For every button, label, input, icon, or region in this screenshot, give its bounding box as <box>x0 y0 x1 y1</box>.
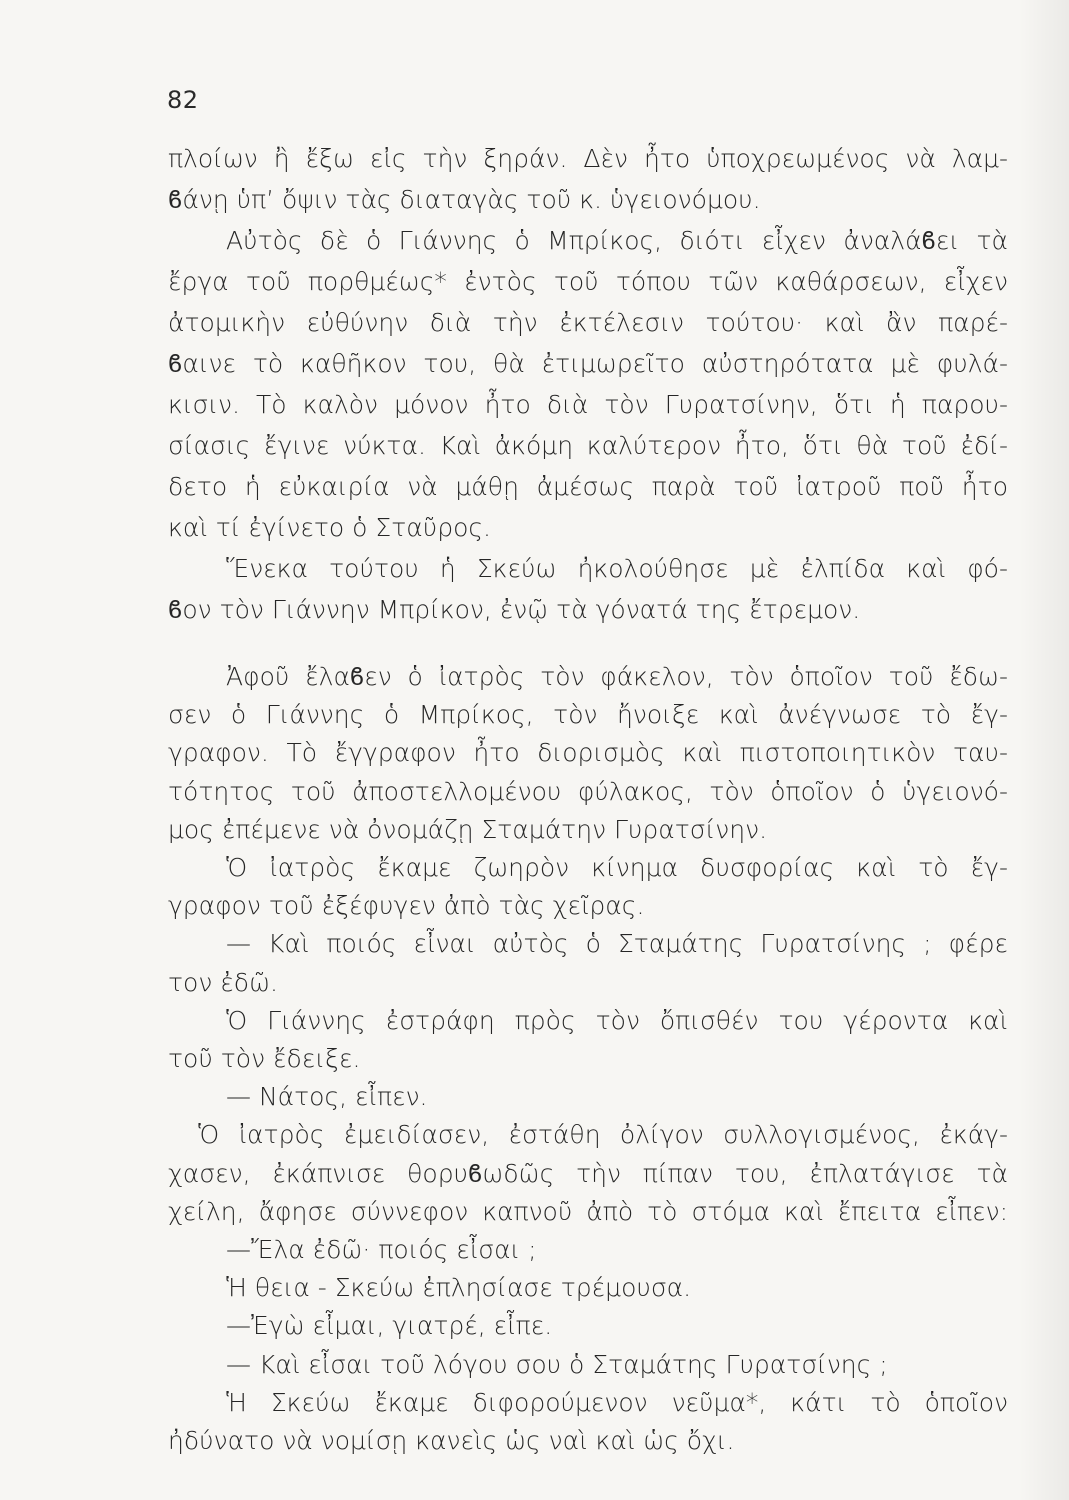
text-line: — Καὶ εἶσαι τοῦ λόγου σου ὁ Σταμάτης Γυρατσίνης ; <box>226 1349 888 1379</box>
text-line: — Καὶ ποιός εἶναι αὐτὸς ὁ Σταμάτης Γυρατσίνης ; φέρε <box>226 929 1008 959</box>
text-line: πλοίων ἢ ἔξω εἰς τὴν ξηράν. Δὲν ἦτο ὑποχρεωμένος νὰ λαμ- <box>168 144 1008 173</box>
text-line: ϐάνῃ ὑπ’ ὄψιν τὰς διαταγὰς τοῦ κ. ὑγειονόμου. <box>168 185 761 214</box>
text-line: ἠδύνατο νὰ νομίσῃ κανεὶς ὡς ναὶ καὶ ὡς ὄχι. <box>168 1426 735 1455</box>
text-line: γραφον τοῦ ἐξέφυγεν ἀπὸ τὰς χεῖρας. <box>168 891 645 921</box>
text-line: ϐον τὸν Γιάννην Μπρίκον, ἐνῷ τὰ γόνατά της ἔτρεμον. <box>168 595 861 624</box>
text-line: ἔργα τοῦ πορθμέως* ἐντὸς τοῦ τόπου τῶν καθάρσεων, εἶχεν <box>168 267 1008 296</box>
text-line: Ἀφοῦ ἔλαϐεν ὁ ἰατρὸς τὸν φάκελον, τὸν ὁποῖον τοῦ ἔδω- <box>226 662 1008 691</box>
page-number: 82 <box>167 86 199 114</box>
text-line: τοῦ τὸν ἔδειξε. <box>168 1044 361 1073</box>
text-line: σεν ὁ Γιάννης ὁ Μπρίκος, τὸν ἤνοιξε καὶ ἀνέγνωσε τὸ ἔγ- <box>168 700 1008 730</box>
text-line: Αὐτὸς δὲ ὁ Γιάννης ὁ Μπρίκος, διότι εἶχεν ἀναλάϐει τὰ <box>226 226 1008 255</box>
text-line: —Ἔλα ἐδῶ· ποιός εἶσαι ; <box>226 1235 537 1264</box>
text-line: Ὁ ἰατρὸς ἔκαμε ζωηρὸν κίνημα δυσφορίας καὶ τὸ ἔγ- <box>226 853 1008 882</box>
text-line: — Νάτος, εἶπεν. <box>226 1082 428 1112</box>
text-line: μος ἐπέμενε νὰ ὀνομάζῃ Σταμάτην Γυρατσίνην. <box>168 814 768 844</box>
text-line: χασεν, ἐκάπνισε θορυϐωδῶς τὴν πίπαν του, ἐπλατάγισε τὰ <box>168 1158 1008 1188</box>
text-line: χείλη, ἄφησε σύννεφον καπνοῦ ἀπὸ τὸ στόμα καὶ ἔπειτα εἶπεν: <box>168 1196 1008 1226</box>
text-line: σίασις ἔγινε νύκτα. Καὶ ἀκόμη καλύτερον ἦτο, ὅτι θὰ τοῦ ἐδί- <box>168 431 1008 460</box>
text-line: τότητος τοῦ ἀποστελλομένου φύλακος, τὸν ὁποῖον ὁ ὑγειονό- <box>168 776 1008 806</box>
text-line: ἀτομικὴν εὐθύνην διὰ τὴν ἐκτέλεσιν τούτου· καὶ ἂν παρέ- <box>168 308 1008 337</box>
text-line: Ὁ ἰατρὸς ἐμειδίασεν, ἐστάθη ὀλίγον συλλογισμένος, ἐκάγ- <box>198 1120 1008 1150</box>
text-line: ϐαινε τὸ καθῆκον του, θὰ ἐτιμωρεῖτο αὐστηρότατα μὲ φυλά- <box>168 349 1008 378</box>
text-line: καὶ τί ἐγίνετο ὁ Σταῦρος. <box>168 513 491 542</box>
page-edge-shadow <box>1019 0 1069 1500</box>
text-line: —Ἐγὼ εἶμαι, γιατρέ, εἶπε. <box>226 1311 553 1341</box>
text-line: κισιν. Τὸ καλὸν μόνον ἦτο διὰ τὸν Γυρατσίνην, ὅτι ἡ παρου- <box>168 390 1008 419</box>
text-line: Ἡ Σκεύω ἔκαμε διφορούμενον νεῦμα*, κάτι τὸ ὁποῖον <box>226 1387 1008 1417</box>
text-line: τον ἐδῶ. <box>168 967 278 997</box>
text-line: γραφον. Τὸ ἔγγραφον ἦτο διορισμὸς καὶ πιστοποιητικὸν ταυ- <box>168 738 1008 768</box>
text-line: Ὁ Γιάννης ἐστράφη πρὸς τὸν ὄπισθέν του γέροντα καὶ <box>226 1005 1008 1035</box>
text-line: Ἡ θεια - Σκεύω ἐπλησίασε τρέμουσα. <box>226 1273 692 1303</box>
text-line: Ἕνεκα τούτου ἡ Σκεύω ἠκολούθησε μὲ ἐλπίδα καὶ φό- <box>226 554 1008 583</box>
text-line: δετο ἡ εὐκαιρία νὰ μάθῃ ἀμέσως παρὰ τοῦ ἰατροῦ ποῦ ἦτο <box>168 472 1008 501</box>
